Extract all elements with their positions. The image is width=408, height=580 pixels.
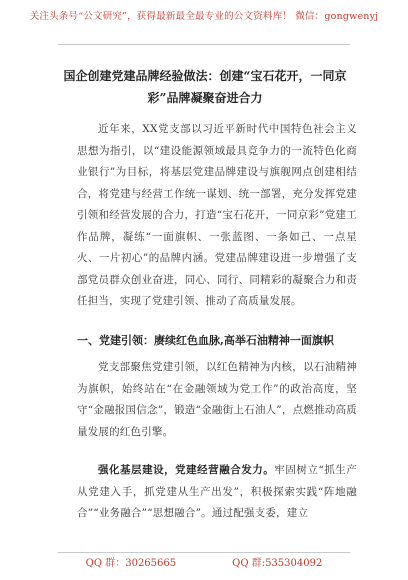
document-title-line-2: 彩”品牌凝聚奋进合力 <box>147 91 263 105</box>
footer-qq-group-2: QQ 群:535304092 <box>232 558 323 569</box>
footer <box>0 553 408 575</box>
document-title-line-1: 国企创建党建品牌经验做法：创建“宝石花开，一同京 <box>63 69 347 83</box>
section-1-paragraph: 党支部聚焦党建引领，以红色精神为内核，以石油精神为旗帜，始终站在“在金融领域为党工作”的政治高度，坚守“金融报国信念”，锻造“金融街上石油人”，点燃推动高质量发展的红色引擎。 <box>77 361 357 438</box>
footer-qq-group-1: QQ 群：30265665 <box>85 558 177 569</box>
section-2-body: 牢固树立“抓生产从党建入手，抓党建从生产出发”，积极探索实践“阵地融合”“业务融合”“思想融合”。通过配强支委，建立 <box>77 464 357 519</box>
intro-paragraph: 近年来，XX党支部以习近平新时代中国特色社会主义思想为指引，以“建设能源领域最具竞争力的一流特色化商业银行”为目标，将基层党建品牌建设与旗舰网点创建相结合，将党建与经营工作统一谋划、统一部署，充分发挥党建引领和经营发展的合力，打造“宝石花开，一同京彩”党建工作品牌，凝练“一面旗帜、一张蓝图、一条如己、一点星火、一片初心”的品牌内涵。党建品牌建设进一步增强了支部党员群众创业奋进，同心、同行、同精彩的凝聚合力和责任担当，实现了党建引领、推动了高质量发展。 <box>77 123 357 307</box>
header-notice: 关注头条号“公文研究”，获得最新最全最专业的公文资料库！ 微信：gongwenyj <box>29 11 379 22</box>
section-1-heading: 一、党建引领：赓续红色血脉,高举石油精神一面旗帜 <box>77 334 334 347</box>
section-2-paragraph <box>77 460 357 525</box>
header-divider <box>58 44 350 45</box>
section-2-lead: 强化基层建设，党建经营融合发力。 <box>98 464 275 476</box>
